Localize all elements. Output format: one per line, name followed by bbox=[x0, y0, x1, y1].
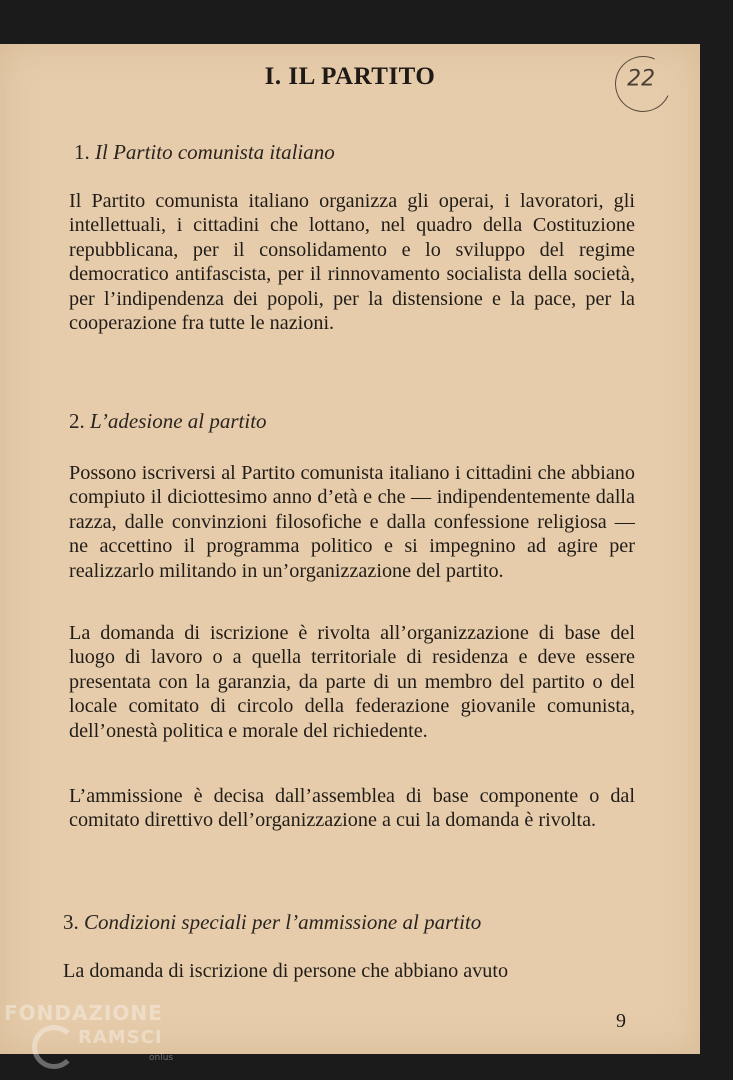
section-1-heading bbox=[74, 140, 335, 165]
section-2-paragraph-2: La domanda di iscrizione è rivolta all’organizzazione di base del luogo di lavoro o a quella territoriale di residenza e deve essere presentata con la garanzia, da parte di un membro del partito o del locale comitato di circolo della federazione giovanile comunista, dell’onestà politica e morale del richiedente. bbox=[69, 622, 635, 742]
section-1-title: Il Partito comunista italiano bbox=[95, 140, 335, 164]
section-2-paragraph-1: Possono iscriversi al Partito comunista italiano i cittadini che abbiano compiuto il diciottesimo anno d’età e che — indipendentemente dalla razza, dalle convinzioni filosofiche e dalla confessione religiosa — ne accettino il programma politico e si impegnino ad agire per realizzarlo militando in un’organizzazione del partito. bbox=[69, 462, 635, 582]
watermark-line-2: RAMSCI bbox=[78, 1027, 163, 1048]
section-2-number: 2. bbox=[69, 409, 85, 433]
handwritten-number: 22 bbox=[627, 66, 656, 92]
watermark-line-3: onlus bbox=[149, 1053, 174, 1063]
page-number: 9 bbox=[616, 1010, 626, 1032]
section-3-title: Condizioni speciali per l’ammissione al partito bbox=[84, 910, 482, 934]
section-3-number: 3. bbox=[63, 910, 79, 934]
section-1-number: 1. bbox=[74, 140, 90, 164]
fondazione-gramsci-watermark bbox=[4, 1001, 204, 1080]
watermark-line-1: FONDAZIONE bbox=[4, 1001, 163, 1025]
section-2-paragraph-3: L’ammissione è decisa dall’assemblea di base componente o dal comitato direttivo dell’organizzazione a cui la domanda è rivolta. bbox=[69, 785, 635, 832]
watermark-logo-ring bbox=[32, 1025, 76, 1069]
chapter-title: I. IL PARTITO bbox=[264, 63, 436, 90]
section-3-heading bbox=[63, 910, 481, 935]
section-3-paragraph-1: La domanda di iscrizione di persone che abbiano avuto bbox=[63, 960, 509, 982]
section-1-paragraph-1: Il Partito comunista italiano organizza gli operai, i lavoratori, gli intellettuali, i cittadini che lottano, nel quadro della Costituzione repubblicana, per il consolidamento e lo sviluppo del regime democratico antifascista, per il rinnovamento socialista della società, per l’indipendenza dei popoli, per la distensione e la pace, per la cooperazione fra tutte le nazioni. bbox=[69, 190, 635, 335]
section-2-title: L’adesione al partito bbox=[90, 409, 267, 433]
section-2-heading bbox=[69, 409, 267, 434]
